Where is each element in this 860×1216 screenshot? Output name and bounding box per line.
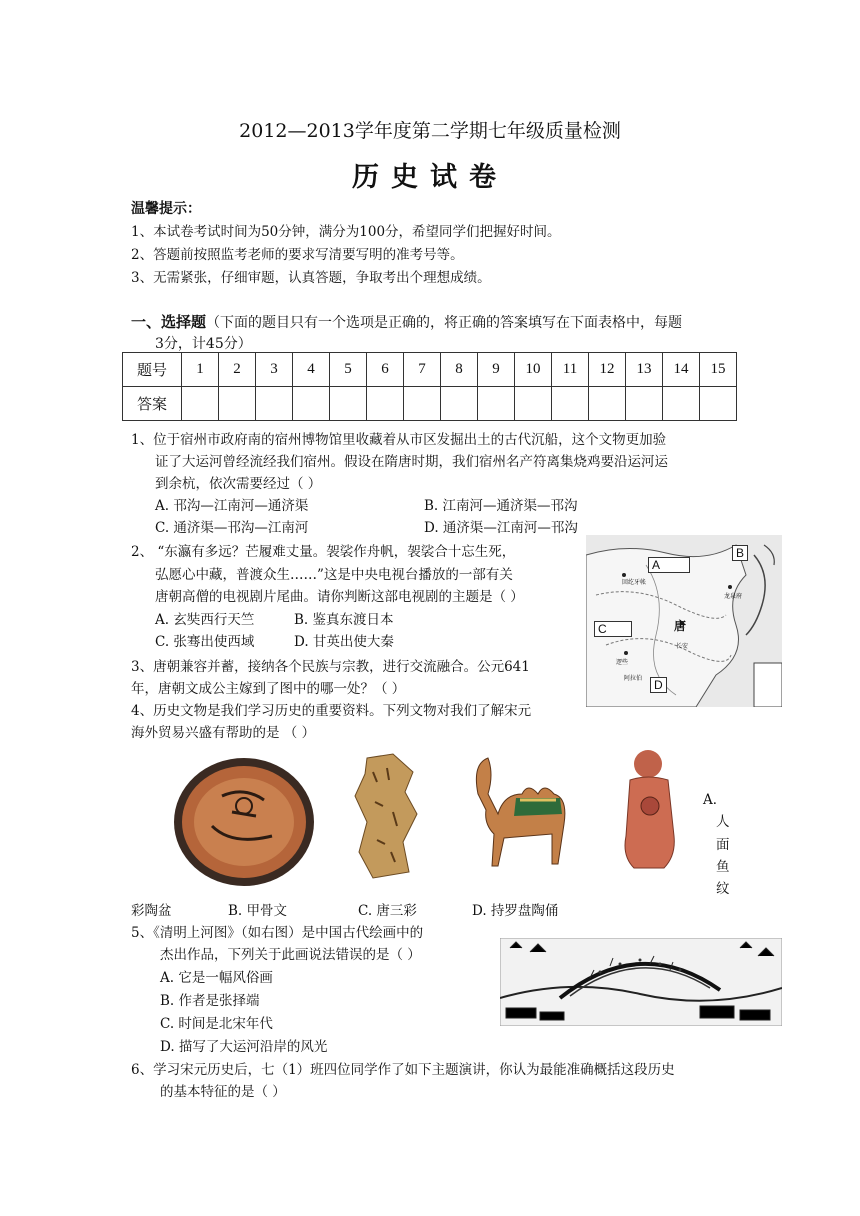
q3-stem: 年，唐朝文成公主嫁到了图中的哪一处？（ ） xyxy=(131,681,406,697)
q2-stem: 2、 “东瀛有多远？芒履难丈量。袈裟作舟帆，袈裟合十忘生死， xyxy=(131,544,516,560)
answer-cell[interactable] xyxy=(441,387,478,421)
answer-cell[interactable] xyxy=(293,387,330,421)
section-title-bold: 一、选择题 xyxy=(131,313,207,331)
q1-stem: 证了大运河曾经流经我们宿州。假设在隋唐时期，我们宿州名产符离集烧鸡要沿运河运 xyxy=(155,454,668,470)
q1-stem: 到余杭，依次需要经过（ ） xyxy=(155,476,322,492)
map-small-label: 龙泉府 xyxy=(724,593,743,600)
map-small-label: 逻些 xyxy=(616,659,629,666)
map-small-label: 回纥牙帐 xyxy=(622,579,647,586)
question-number-cell: 5 xyxy=(330,353,367,387)
tip-item: 3、无需紧张，仔细审题，认真答题，争取考出个理想成绩。 xyxy=(131,270,491,286)
painted-pottery-bowl-image xyxy=(172,756,316,892)
question-number-cell: 12 xyxy=(589,353,626,387)
map-label-b: B xyxy=(732,545,748,561)
q4-option-a-char: 鱼 xyxy=(716,859,730,875)
answer-cell[interactable] xyxy=(182,387,219,421)
q1-option-b: B. 江南河—通济渠—邗沟 xyxy=(424,498,578,514)
answer-cell[interactable] xyxy=(256,387,293,421)
question-number-cell: 11 xyxy=(552,353,589,387)
q4-option-a-char: 面 xyxy=(716,837,730,853)
tang-map-image xyxy=(586,535,782,707)
tang-tricolor-camel-image xyxy=(464,754,576,878)
answer-cell[interactable] xyxy=(219,387,256,421)
compass-figurine-image xyxy=(618,746,684,874)
q4-option-a-char: 人 xyxy=(716,814,730,830)
q2-stem: 弘愿心中藏，普渡众生……”这是中央电视台播放的一部有关 xyxy=(155,567,513,583)
map-small-label: 阿拉伯 xyxy=(624,675,643,682)
answer-table-number-row xyxy=(123,353,737,387)
q2-option-c: C. 张骞出使西域 xyxy=(155,634,255,650)
map-label-c: C xyxy=(594,621,632,637)
answer-table-answer-row xyxy=(123,387,737,421)
question-number-cell: 1 xyxy=(182,353,219,387)
section-title-rest: （下面的题目只有一个选项是正确的，将正确的答案填写在下面表格中，每题 xyxy=(206,315,683,331)
answer-cell[interactable] xyxy=(404,387,441,421)
question-number-cell: 10 xyxy=(515,353,552,387)
q4-option-a-tail: 彩陶盆 xyxy=(131,903,172,919)
q6-stem: 的基本特征的是（ ） xyxy=(160,1084,286,1100)
question-number-cell: 7 xyxy=(404,353,441,387)
exam-title: 2012—2013学年度第二学期七年级质量检测 xyxy=(239,120,621,142)
question-number-cell: 9 xyxy=(478,353,515,387)
answer-cell[interactable] xyxy=(626,387,663,421)
question-number-cell: 6 xyxy=(367,353,404,387)
tips-heading: 温馨提示： xyxy=(131,201,201,217)
question-number-cell: 14 xyxy=(663,353,700,387)
answer-cell[interactable] xyxy=(700,387,737,421)
map-label-a: A xyxy=(648,557,690,573)
q2-option-d: D. 甘英出使大秦 xyxy=(294,634,394,650)
q2-stem: 唐朝高僧的电视剧片尾曲。请你判断这部电视剧的主题是（ ） xyxy=(155,589,524,605)
q1-option-c: C. 通济渠—邗沟—江南河 xyxy=(155,520,309,536)
tip-item: 1、本试卷考试时间为50分钟，满分为100分，希望同学们把握好时间。 xyxy=(131,224,561,240)
qingming-painting-image xyxy=(500,938,782,1030)
tip-item: 2、答题前按照监考老师的要求写清要写明的准考号等。 xyxy=(131,247,464,263)
answer-table-header-number: 题号 xyxy=(123,353,182,387)
q2-option-a: A. 玄奘西行天竺 xyxy=(155,612,255,628)
q5-option-c: C. 时间是北宋年代 xyxy=(160,1016,273,1032)
exam-subject-title: 历史试卷 xyxy=(352,162,508,193)
map-label-tang: 唐 xyxy=(674,619,687,633)
question-number-cell: 2 xyxy=(219,353,256,387)
q4-stem: 4、历史文物是我们学习历史的重要资料。下列文物对我们了解宋元 xyxy=(131,703,532,719)
q4-option-c: C. 唐三彩 xyxy=(358,903,417,919)
map-label-d: D xyxy=(650,677,667,693)
q3-stem: 3、唐朝兼容并蓄，接纳各个民族与宗教，进行交流融合。公元641 xyxy=(131,659,530,675)
q1-stem: 1、位于宿州市政府南的宿州博物馆里收藏着从市区发掘出土的古代沉船，这个文物更加验 xyxy=(131,432,667,448)
section-title xyxy=(131,311,682,332)
answer-cell[interactable] xyxy=(552,387,589,421)
q1-option-d: D. 通济渠—江南河—邗沟 xyxy=(424,520,578,536)
q5-stem: 杰出作品，下列关于此画说法错误的是（ ） xyxy=(160,947,421,963)
question-number-cell: 4 xyxy=(293,353,330,387)
answer-cell[interactable] xyxy=(589,387,626,421)
q4-option-a-label: A． xyxy=(703,792,727,808)
question-number-cell: 13 xyxy=(626,353,663,387)
answer-cell[interactable] xyxy=(478,387,515,421)
answer-table-header-answer: 答案 xyxy=(123,387,182,421)
q4-option-d: D. 持罗盘陶俑 xyxy=(472,903,559,919)
answer-cell[interactable] xyxy=(367,387,404,421)
answer-cell[interactable] xyxy=(663,387,700,421)
q4-option-b: B. 甲骨文 xyxy=(228,903,288,919)
q5-option-b: B. 作者是张择端 xyxy=(160,993,260,1009)
q2-option-b: B. 鉴真东渡日本 xyxy=(294,612,394,628)
q4-stem: 海外贸易兴盛有帮助的是 （ ） xyxy=(131,725,316,741)
map-small-label: 长安 xyxy=(676,643,689,650)
q5-option-a: A. 它是一幅风俗画 xyxy=(160,970,273,986)
section-title-line2: 3分，计45分） xyxy=(155,336,252,352)
answer-cell[interactable] xyxy=(330,387,367,421)
q6-stem: 6、学习宋元历史后，七（1）班四位同学作了如下主题演讲，你认为最能准确概括这段历史 xyxy=(131,1062,675,1078)
q1-option-a: A. 邗沟—江南河—通济渠 xyxy=(155,498,309,514)
q4-option-a-char: 纹 xyxy=(716,881,730,897)
oracle-bone-image xyxy=(353,752,421,884)
answer-cell[interactable] xyxy=(515,387,552,421)
question-number-cell: 3 xyxy=(256,353,293,387)
question-number-cell: 8 xyxy=(441,353,478,387)
question-number-cell: 15 xyxy=(700,353,737,387)
q5-option-d: D. 描写了大运河沿岸的风光 xyxy=(160,1039,328,1055)
q5-stem: 5、《清明上河图》（如右图）是中国古代绘画中的 xyxy=(131,925,424,941)
answer-table xyxy=(122,352,737,421)
